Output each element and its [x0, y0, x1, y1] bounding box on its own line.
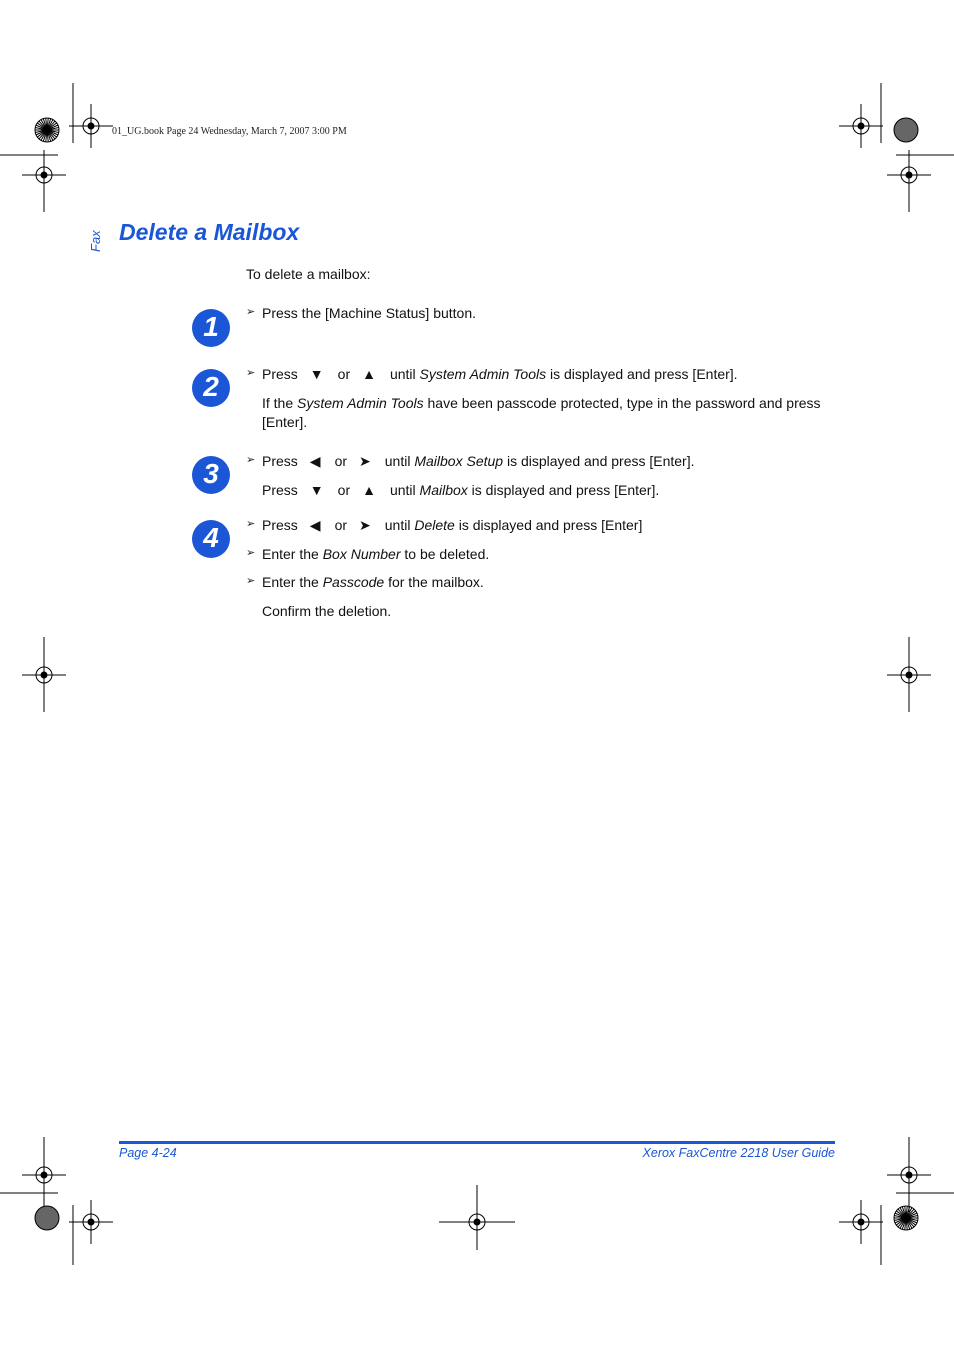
instruction-emphasis: Delete — [414, 517, 455, 533]
instruction-emphasis: System Admin Tools — [297, 395, 424, 411]
instruction-emphasis: Box Number — [322, 546, 401, 562]
bullet-arrow-icon: ➢ — [246, 306, 256, 318]
instruction-text: Enter the — [262, 574, 323, 590]
instruction-text: Press the [Machine Status] button. — [262, 305, 477, 321]
right-arrow-icon: ➤ — [359, 517, 371, 533]
instruction-text: for the mailbox. — [384, 574, 484, 590]
instruction-text: until — [384, 517, 415, 533]
step-number-badge: 3 — [192, 456, 230, 494]
instruction-emphasis: Mailbox Setup — [414, 453, 504, 469]
step-number-badge: 4 — [192, 520, 230, 558]
bullet-arrow-icon: ➢ — [246, 454, 256, 466]
bullet-arrow-icon: ➢ — [246, 575, 256, 587]
bullet-arrow-icon: ➢ — [246, 367, 256, 379]
instruction-text: Press — [262, 453, 298, 469]
instruction-text: Enter the — [262, 546, 323, 562]
left-arrow-icon: ◀ — [309, 517, 321, 533]
footer-guide-title: Xerox FaxCentre 2218 User Guide — [642, 1146, 835, 1160]
instruction-text: until — [384, 453, 415, 469]
instruction-text: or — [337, 482, 351, 498]
instruction-text: Confirm the deletion. — [262, 603, 392, 619]
step-instruction — [262, 452, 695, 470]
instruction-text: have been passcode protected, type in the password and press — [423, 395, 821, 411]
step-instruction — [262, 304, 476, 322]
instruction-text: or — [334, 517, 348, 533]
down-arrow-icon: ▼ — [309, 482, 324, 498]
instruction-text: or — [337, 366, 351, 382]
step-instruction — [262, 413, 307, 431]
instruction-text: until — [389, 366, 420, 382]
page-title: Delete a Mailbox — [119, 219, 300, 245]
footer-rule — [119, 1141, 835, 1144]
instruction-text: to be deleted. — [400, 546, 490, 562]
instruction-text: is displayed and press [Enter]. — [546, 366, 738, 382]
instruction-text: until — [389, 482, 420, 498]
instruction-text: is displayed and press [Enter]. — [467, 482, 660, 498]
instruction-text: is displayed and press [Enter]. — [503, 453, 695, 469]
step-instruction — [262, 394, 821, 412]
step-number-badge: 1 — [192, 309, 230, 347]
left-arrow-icon: ◀ — [309, 453, 321, 469]
footer-page-number: Page 4-24 — [119, 1146, 177, 1160]
instruction-text: is displayed and press [Enter] — [454, 517, 643, 533]
instruction-text: Press — [262, 517, 298, 533]
step-instruction — [262, 573, 484, 591]
instruction-text: or — [334, 453, 348, 469]
instruction-text: Press — [262, 482, 298, 498]
step-instruction — [262, 516, 642, 534]
step-instruction — [262, 545, 489, 563]
print-slug: 01_UG.book Page 24 Wednesday, March 7, 2007 3:00 PM — [112, 126, 347, 137]
step-instruction — [262, 602, 391, 620]
step-number-badge: 2 — [192, 369, 230, 407]
up-arrow-icon: ▲ — [362, 482, 376, 498]
instruction-text: If the — [262, 395, 298, 411]
bullet-arrow-icon: ➢ — [246, 547, 256, 559]
right-arrow-icon: ➤ — [359, 453, 371, 469]
instruction-text: Press — [262, 366, 298, 382]
step-instruction — [262, 365, 738, 383]
up-arrow-icon: ▲ — [362, 366, 376, 382]
instruction-text: [Enter]. — [262, 414, 308, 430]
step-instruction — [262, 481, 659, 499]
instruction-emphasis: Passcode — [322, 574, 385, 590]
instruction-emphasis: System Admin Tools — [419, 366, 547, 382]
section-side-label: Fax — [88, 230, 103, 252]
instruction-emphasis: Mailbox — [419, 482, 468, 498]
intro-text: To delete a mailbox: — [246, 266, 371, 282]
bullet-arrow-icon: ➢ — [246, 518, 256, 530]
down-arrow-icon: ▼ — [309, 366, 324, 382]
